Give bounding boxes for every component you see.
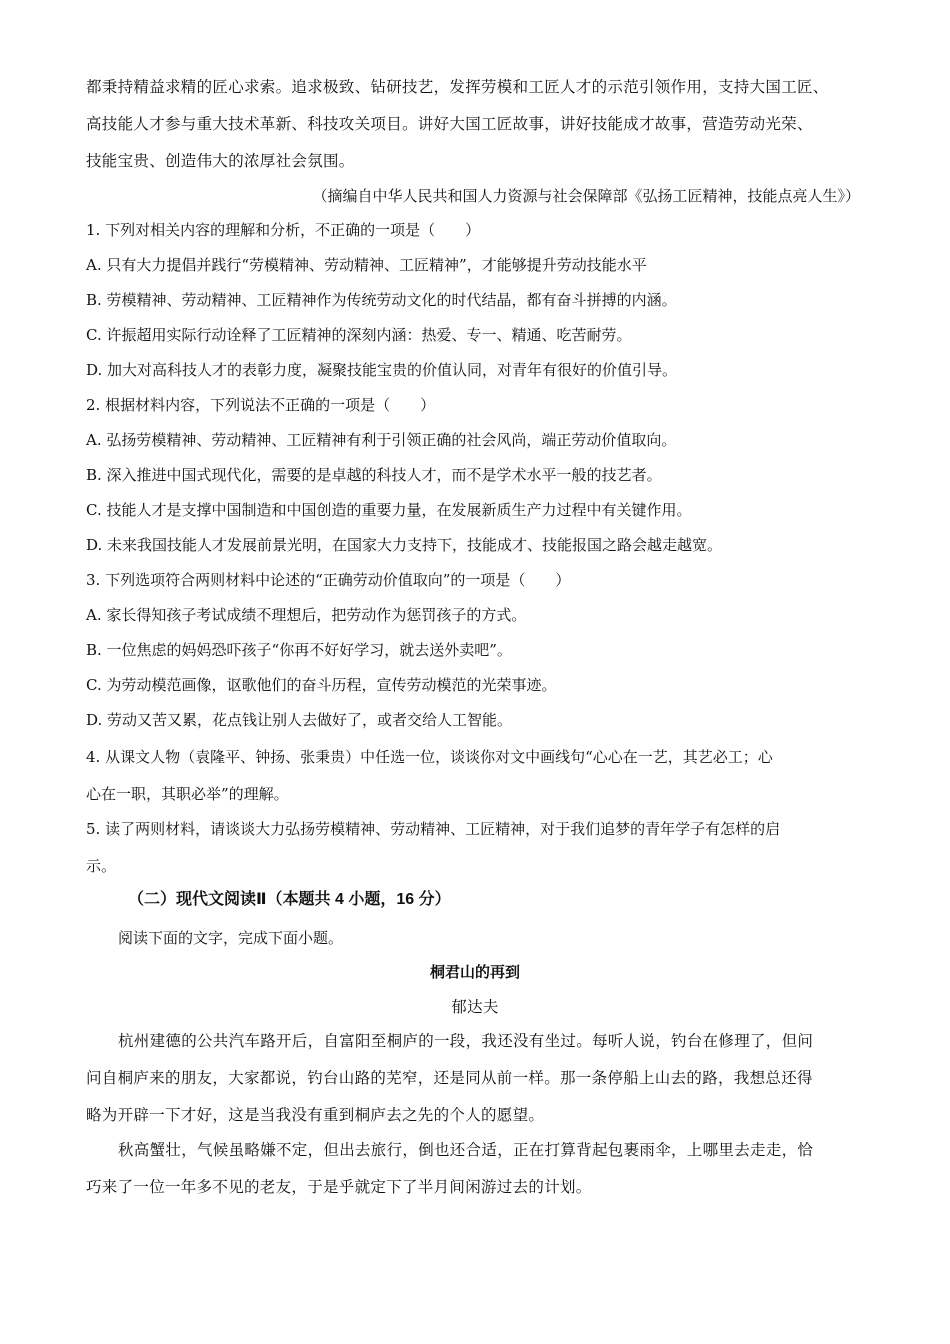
q4-line-1: 4. 从课文人物（袁隆平、钟扬、张秉贵）中任选一位，谈谈你对文中画线句“心心在一艺，其艺必工；心 <box>86 748 773 766</box>
q4-line-2: 心在一职，其职必举”的理解。 <box>86 785 289 803</box>
source-citation: （摘编自中华人民共和国人力资源与社会保障部《弘扬工匠精神，技能点亮人生》） <box>312 187 860 205</box>
para1-line-2: 问自桐庐来的朋友，大家都说，钓台山路的芜窄，还是同从前一样。那一条停船上山去的路，我想总还得 <box>86 1069 813 1087</box>
section-heading: （二）现代文阅读Ⅱ（本题共 4 小题，16 分） <box>128 891 451 908</box>
q1-option-c: C. 许振超用实际行动诠释了工匠精神的深刻内涵：热爱、专一、精通、吃苦耐劳。 <box>86 326 632 344</box>
article-author: 郁达夫 <box>451 998 499 1016</box>
article-title: 桐君山的再到 <box>429 963 520 981</box>
q5-line-1: 5. 读了两则材料，请谈谈大力弘扬劳模精神、劳动精神、工匠精神，对于我们追梦的青年学子有怎样的启 <box>86 820 781 838</box>
para2-line-1: 秋高蟹壮，气候虽略嫌不定，但出去旅行，倒也还合适，正在打算背起包裹雨伞，上哪里去走走，恰 <box>118 1141 814 1159</box>
passage-line-3: 技能宝贵、创造伟大的浓厚社会氛围。 <box>86 152 355 170</box>
q1-stem: 1. 下列对相关内容的理解和分析，不正确的一项是（ ） <box>86 221 481 239</box>
q1-option-b: B. 劳模精神、劳动精神、工匠精神作为传统劳动文化的时代结晶，都有奋斗拼搏的内涵。 <box>86 291 677 309</box>
para2-line-2: 巧来了一位一年多不见的老友，于是乎就定下了半月间闲游过去的计划。 <box>86 1178 592 1196</box>
q3-option-d: D. 劳动又苦又累，花点钱让别人去做好了，或者交给人工智能。 <box>86 711 513 729</box>
q3-stem: 3. 下列选项符合两则材料中论述的“正确劳动价值取向”的一项是（ ） <box>86 571 571 589</box>
passage-line-2: 高技能人才参与重大技术革新、科技攻关项目。讲好大国工匠故事，讲好技能成才故事，营造劳动光荣、 <box>86 115 813 133</box>
q2-option-b: B. 深入推进中国式现代化，需要的是卓越的科技人才，而不是学术水平一般的技艺者。 <box>86 466 662 484</box>
para1-line-3: 略为开辟一下才好，这是当我没有重到桐庐去之先的个人的愿望。 <box>86 1106 545 1124</box>
q5-line-2: 示。 <box>86 857 117 875</box>
q2-option-c: C. 技能人才是支撑中国制造和中国创造的重要力量，在发展新质生产力过程中有关键作用。 <box>86 501 692 519</box>
para1-line-1: 杭州建德的公共汽车路开后，自富阳至桐庐的一段，我还没有坐过。每听人说，钓台在修理了，但问 <box>118 1032 814 1050</box>
q3-option-b: B. 一位焦虑的妈妈恐吓孩子“你再不好好学习，就去送外卖吧”。 <box>86 641 512 659</box>
q3-option-c: C. 为劳动模范画像，讴歌他们的奋斗历程，宣传劳动模范的光荣事迹。 <box>86 676 557 694</box>
reading-instruction: 阅读下面的文字，完成下面小题。 <box>118 929 344 947</box>
q2-option-a: A. 弘扬劳模精神、劳动精神、工匠精神有利于引领正确的社会风尚，端正劳动价值取向。 <box>86 431 677 449</box>
q1-option-a: A. 只有大力提倡并践行“劳模精神、劳动精神、工匠精神”，才能够提升劳动技能水平 <box>86 256 647 274</box>
q3-option-a: A. 家长得知孩子考试成绩不理想后，把劳动作为惩罚孩子的方式。 <box>86 606 527 624</box>
q2-stem: 2. 根据材料内容，下列说法不正确的一项是（ ） <box>86 396 436 414</box>
passage-line-1: 都秉持精益求精的匠心求索。追求极致、钻研技艺，发挥劳模和工匠人才的示范引领作用，支持大国工匠、 <box>86 78 829 96</box>
q2-option-d: D. 未来我国技能人才发展前景光明，在国家大力支持下，技能成才、技能报国之路会越走越宽。 <box>86 536 723 554</box>
q1-option-d: D. 加大对高科技人才的表彰力度，凝聚技能宝贵的价值认同，对青年有很好的价值引导。 <box>86 361 678 379</box>
